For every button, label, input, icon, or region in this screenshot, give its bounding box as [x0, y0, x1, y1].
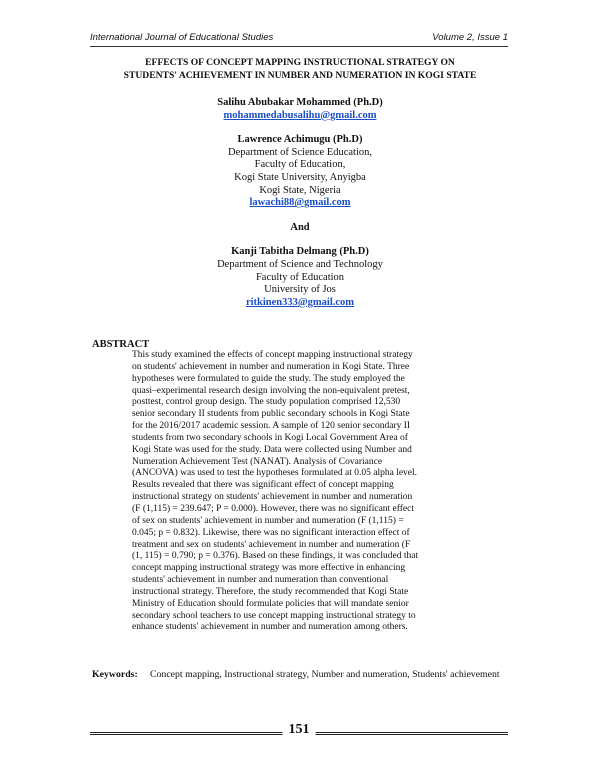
abstract-line: concept mapping instructional strategy was more effective in enhancing: [132, 563, 406, 574]
keywords-text: Concept mapping, Instructional strategy, Number and numeration, Students' achievement: [150, 669, 500, 680]
abstract-line: students from two secondary schools in Kogi Local Government Area of: [132, 432, 408, 443]
abstract-line: Results revealed that there was significant effect of concept mapping: [132, 480, 394, 491]
author-block: [120, 97, 480, 309]
abstract-line: enhance students' achievement in number and numeration among others.: [132, 622, 408, 633]
abstract-heading: ABSTRACT: [92, 339, 150, 350]
abstract-line: treatment and sex on students' achievement in number and numeration (F: [132, 539, 411, 550]
abstract-body: [132, 350, 458, 634]
abstract-line: on students' achievement in number and numeration in Kogi State. Three: [132, 361, 410, 372]
author-3-email-link[interactable]: ritkinen333@gmail.com: [245, 296, 355, 308]
header-rule: [90, 46, 508, 47]
abstract-line: quasi–experimental research design involving the non-equivalent pretest,: [132, 385, 410, 396]
abstract-line: This study examined the effects of concept mapping instructional strategy: [132, 350, 413, 360]
abstract-line: hypotheses were formulated to guide the study. The study employed the: [132, 373, 405, 384]
paper-title: [70, 57, 530, 82]
abstract-line: for the 2016/2017 academic session. A sample of 120 senior secondary II: [132, 421, 411, 432]
abstract-line: senior secondary II students from public secondary schools in Kogi State: [132, 409, 410, 420]
author-3-affiliation-2: Faculty of Education: [255, 271, 345, 283]
abstract-line: instructional strategy. Therefore, the study recommended that Kogi State: [132, 586, 409, 597]
page-number: 151: [283, 722, 316, 738]
and-separator: And: [290, 221, 310, 233]
abstract-line: instructional strategy on students' achievement in number and numeration: [132, 492, 413, 503]
abstract-line: students' achievement in number and numeration than conventional: [132, 575, 389, 586]
title-line-2: STUDENTS' ACHIEVEMENT IN NUMBER AND NUMERATION IN KOGI STATE: [123, 69, 477, 81]
abstract-line: (ANCOVA) was used to test the hypotheses formulated at 0.05 alpha level.: [132, 468, 418, 479]
abstract-line: Numeration Achievement Test (NANAT). Analysis of Covariance: [132, 456, 383, 467]
author-2-affiliation-3: Kogi State University, Anyigba: [234, 171, 366, 183]
author-1-name: Salihu Abubakar Mohammed (Ph.D): [217, 97, 383, 108]
abstract-line: 0.045; p = 0.832). Likewise, there was no significant interaction effect of: [132, 527, 410, 538]
author-3-affiliation-3: University of Jos: [264, 284, 336, 296]
abstract-line: of sex on students' achievement in number and numeration (F (1,115) =: [132, 515, 404, 526]
abstract-line: secondary school teachers to use concept mapping instructional strategy to: [132, 610, 416, 621]
author-2-email-link[interactable]: lawachi88@gmail.com: [249, 197, 351, 209]
abstract-line: posttest, control group design. The study population comprised 12,530: [132, 397, 401, 408]
author-2-name: Lawrence Achimugu (Ph.D): [237, 134, 363, 146]
abstract-line: (F (1,115) = 239.647; P = 0.000). However, there was no significant effect: [132, 503, 414, 514]
author-3-name: Kanji Tabitha Delmang (Ph.D): [231, 246, 369, 258]
author-3-affiliation-1: Department of Science and Technology: [217, 258, 383, 270]
author-1-email-link[interactable]: mohammedabusalihu@gmail.com: [223, 109, 377, 121]
abstract-line: Ministry of Education should formulate policies that will mandate senior: [132, 598, 409, 609]
abstract-line: (1, 115) = 0.790; p = 0.376). Based on these findings, it was concluded that: [132, 551, 419, 562]
title-line-1: EFFECTS OF CONCEPT MAPPING INSTRUCTIONAL STRATEGY ON: [145, 57, 455, 68]
abstract-line: Kogi State was used for the study. Data were collected using Number and: [132, 444, 412, 455]
volume-issue: Volume 2, Issue 1: [432, 32, 508, 43]
keywords-label: Keywords:: [92, 669, 138, 680]
journal-name: International Journal of Educational Studies: [90, 32, 274, 43]
page-footer: [90, 722, 508, 739]
author-2-affiliation-1: Department of Science Education,: [227, 146, 373, 158]
author-2-affiliation-4: Kogi State, Nigeria: [259, 184, 341, 196]
author-2-affiliation-2: Faculty of Education,: [254, 159, 346, 171]
